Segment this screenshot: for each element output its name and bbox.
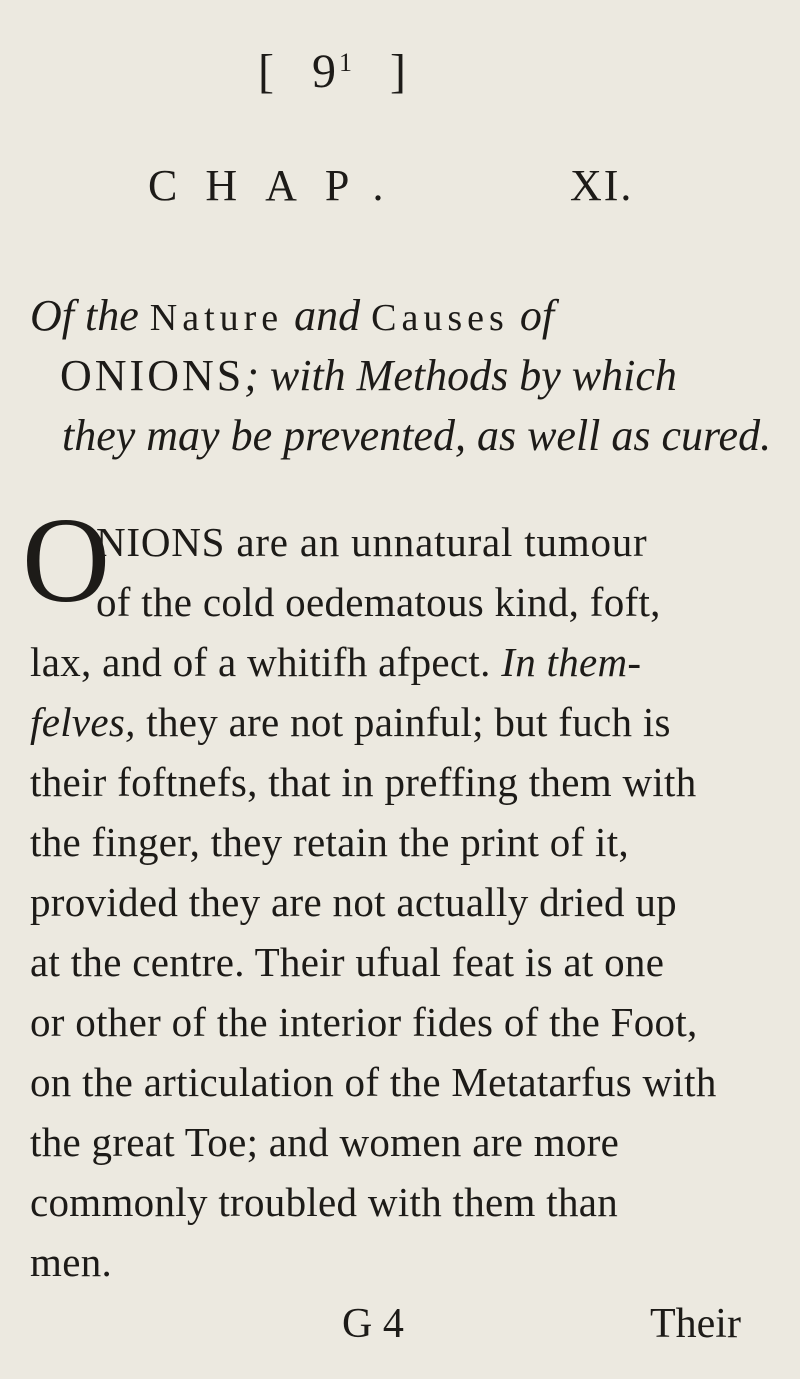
body-line-8: at the centre. Their ufual feat is at one xyxy=(30,939,665,985)
page-number-superscript: 1 xyxy=(338,48,354,77)
body-line-2: of the cold oedematous kind, foft, xyxy=(96,579,661,625)
heading-line-2 xyxy=(60,350,677,401)
body-line-4-text: they are not painful; but fuch is xyxy=(146,699,671,745)
heading-onions: ONIONS xyxy=(60,351,245,400)
heading-line-2-rest: ; with Methods by which xyxy=(244,351,677,400)
body-line-3-italic: In them- xyxy=(501,639,642,685)
body-line-1: NIONS are an unnatural tumour xyxy=(96,519,648,565)
heading-line-1 xyxy=(30,290,554,341)
page-number-value: 9 xyxy=(311,45,338,98)
body-line-7: provided they are not actually dried up xyxy=(30,879,677,925)
signature-mark: G 4 xyxy=(342,1301,404,1347)
heading-of: Of xyxy=(30,291,74,340)
catchword: Their xyxy=(650,1301,741,1347)
heading-of-2: of xyxy=(519,291,555,340)
body-line-10: on the articulation of the Metatarfus with xyxy=(30,1059,717,1105)
body-line-4-italic: felves, xyxy=(30,699,136,745)
heading-nature: Nature xyxy=(149,297,284,339)
chapter-number: XI. xyxy=(570,161,634,210)
body-line-3-text: lax, and of a whitifh afpect. xyxy=(30,639,491,685)
body-line-12: commonly troubled with them than xyxy=(30,1179,619,1225)
heading-causes: Causes xyxy=(371,297,509,339)
page-number xyxy=(258,44,408,99)
heading-the: the xyxy=(85,291,139,340)
body-line-13: men. xyxy=(30,1239,113,1285)
body-line-3 xyxy=(30,638,641,686)
heading-and: and xyxy=(294,291,361,340)
heading-line-3-text: they may be prevented, as well as cured. xyxy=(62,411,772,460)
heading-line-3 xyxy=(62,410,771,461)
body-line-5: their foftnefs, that in preffing them with xyxy=(30,759,697,805)
drop-cap: O xyxy=(22,493,111,628)
chapter-label: CHAP. xyxy=(148,161,412,210)
body-line-9: or other of the interior fides of the Foot, xyxy=(30,999,698,1045)
page-number-close-bracket: ] xyxy=(389,45,408,98)
page-number-open-bracket: [ xyxy=(258,45,276,98)
body-line-11: the great Toe; and women are more xyxy=(30,1119,620,1165)
body-line-6: the finger, they retain the print of it, xyxy=(30,819,629,865)
body-line-4 xyxy=(30,698,671,746)
